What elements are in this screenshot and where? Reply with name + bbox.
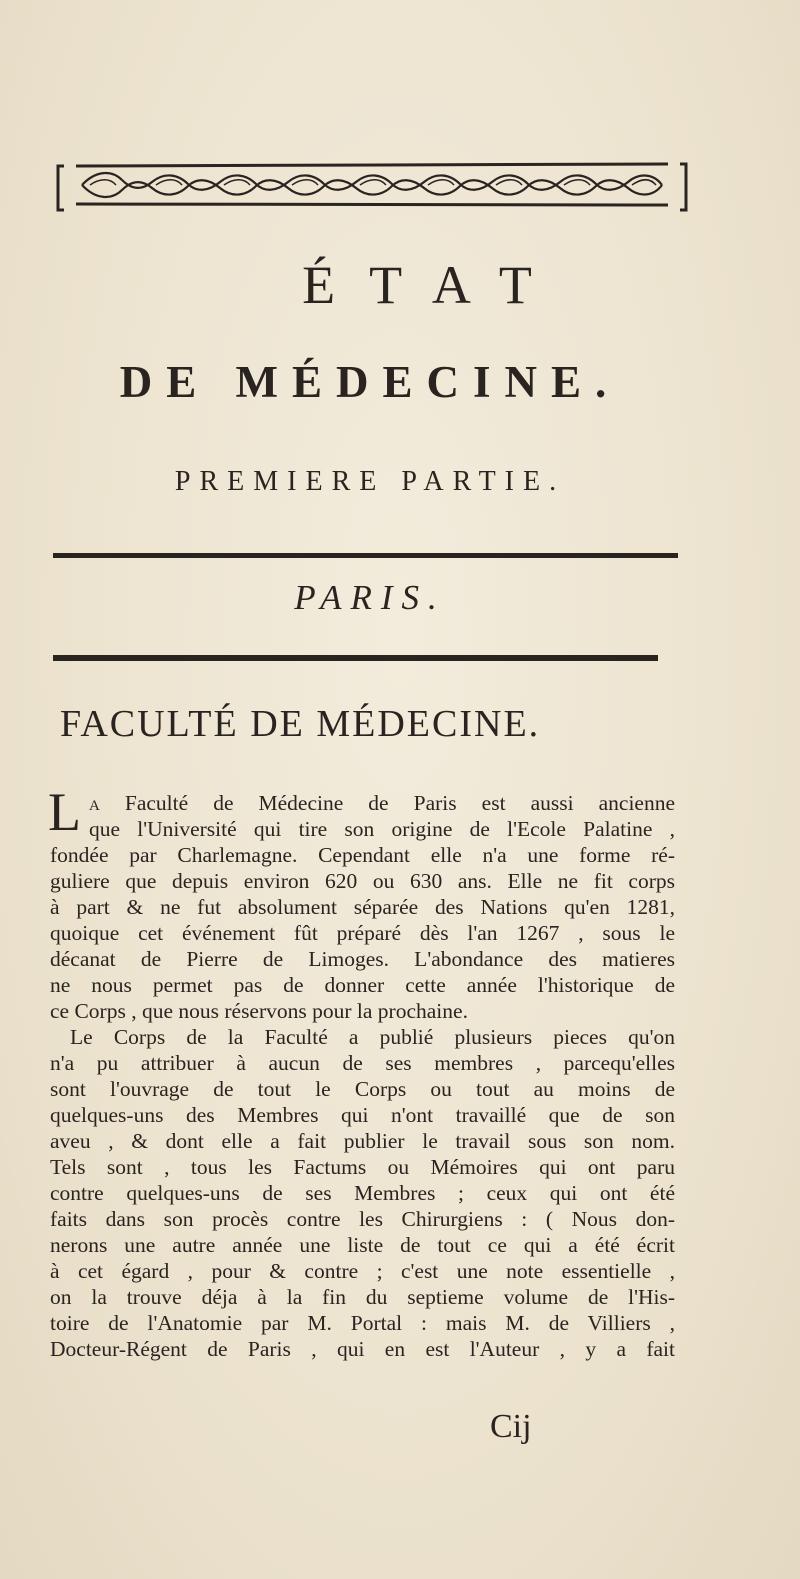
paragraph-1 (48, 782, 675, 1024)
text-line: décanat de Pierre de Limoges. L'abondance des matieres (50, 947, 675, 971)
section-heading: FACULTÉ DE MÉDECINE. (60, 703, 541, 745)
title-line-3: PREMIERE PARTIE. (174, 466, 566, 497)
text-line: quoique cet événement fût préparé dès l'an 1267 , sous le (50, 921, 675, 945)
text-line: toire de l'Anatomie par M. Portal : mais M. de Villiers , (50, 1311, 675, 1335)
text-line: contre quelques-uns de ses Membres ; ceux qui ont été (50, 1181, 675, 1205)
ornamental-border (56, 158, 688, 216)
title-line-1: ÉTAT (302, 255, 566, 315)
paragraph-2 (50, 1024, 675, 1362)
text-line: faits dans son procès contre les Chirurgiens : ( Nous don- (50, 1207, 675, 1231)
text-line: sont l'ouvrage de tout le Corps ou tout au moins de (50, 1077, 675, 1101)
title-line-2: DE MÉDECINE. (119, 357, 621, 407)
drop-cap: L (48, 782, 81, 842)
text-line: a Faculté de Médecine de Paris est aussi ancienne (89, 791, 675, 815)
text-line: Docteur-Régent de Paris , qui en est l'Auteur , y a fait (50, 1337, 675, 1361)
text-line: ne nous permet pas de donner cette année l'historique de (50, 973, 675, 997)
text-line: ce Corps , que nous réservons pour la prochaine. (50, 999, 468, 1023)
page-signature: Cij (490, 1408, 532, 1445)
text-line: fondée par Charlemagne. Cependant elle n'a une forme ré- (50, 843, 675, 867)
text-line: aveu , & dont elle a fait publier le travail sous son nom. (50, 1129, 675, 1153)
horizontal-rule-bottom (53, 655, 658, 661)
text-line: que l'Université qui tire son origine de l'Ecole Palatine , (89, 817, 675, 841)
text-line: on la trouve déja à la fin du septieme volume de l'His- (50, 1285, 675, 1309)
text-line: à part & ne fut absolument séparée des Nations qu'en 1281, (50, 895, 675, 919)
body-text (48, 782, 675, 1362)
city-heading: PARIS. (294, 578, 446, 617)
horizontal-rule-top (53, 553, 678, 558)
text-line: à cet égard , pour & contre ; c'est une note essentielle , (50, 1259, 675, 1283)
text-line: Tels sont , tous les Factums ou Mémoires qui ont paru (50, 1155, 675, 1179)
first-word: a (89, 791, 100, 815)
text-line: quelques-uns des Membres qui n'ont travaillé que de son (50, 1103, 675, 1127)
text-line: n'a pu attribuer à aucun de ses membres , parcequ'elles (50, 1051, 675, 1075)
text-line: nerons une autre année une liste de tout ce qui a été écrit (50, 1233, 675, 1257)
text-line: Le Corps de la Faculté a publié plusieurs pieces qu'on (70, 1025, 675, 1049)
text-line: guliere que depuis environ 620 ou 630 ans. Elle ne fit corps (50, 869, 675, 893)
